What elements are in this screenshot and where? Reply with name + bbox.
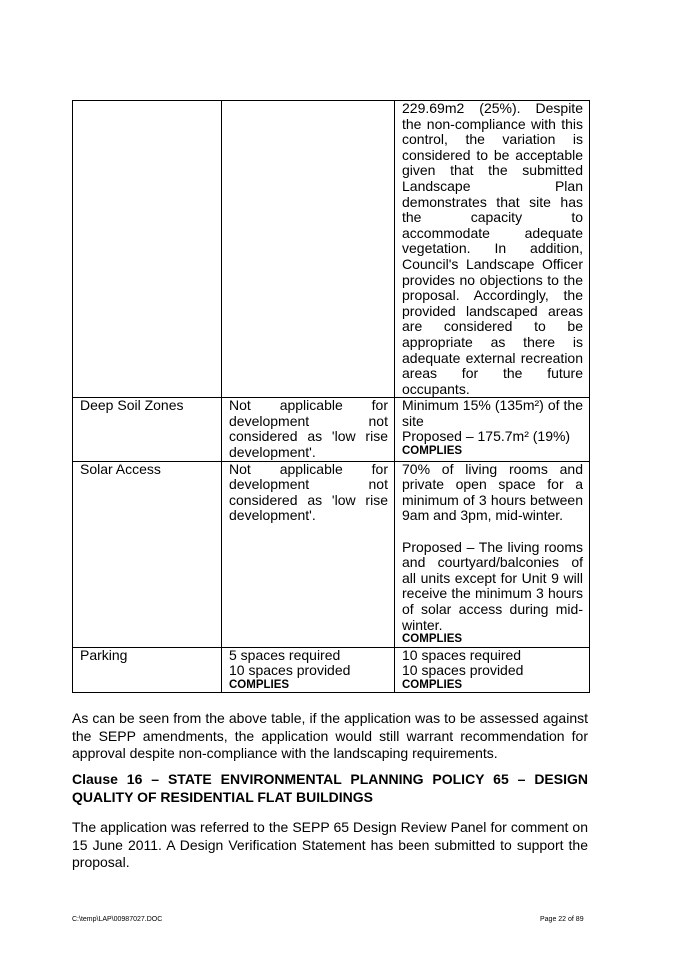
table-row [73,398,590,461]
control-cell [73,101,222,398]
sepp-requirement: Minimum 15% (135m²) of the site [402,397,583,429]
control-cell: Solar Access [73,461,222,647]
sepp-provided: 10 spaces provided [402,662,524,679]
control-cell: Deep Soil Zones [73,398,222,461]
lrd-cell: Not applicable for development not considered as 'low rise development'. [222,398,395,461]
lrd-cell [222,647,395,692]
lrd-provided: 10 spaces provided [229,662,351,679]
complies-label: COMPLIES [402,633,463,646]
compliance-table [72,100,590,693]
complies-label: COMPLIES [402,678,463,691]
complies-label: COMPLIES [229,678,290,691]
sepp-cell [395,101,590,398]
sepp-cell [395,461,590,647]
table-row [73,647,590,692]
control-cell: Parking [73,647,222,692]
complies-label: COMPLIES [402,445,463,458]
body-paragraph: The application was referred to the SEPP 65 Design Review Panel for comment on 15 June 2011. A Design Verification Statement has been submitted to support the proposal. [72,819,588,870]
sepp-required: 10 spaces required [402,646,522,663]
lrd-cell [222,101,395,398]
section-heading: Clause 16 – STATE ENVIRONMENTAL PLANNING POLICY 65 – DESIGN QUALITY OF RESIDENTIAL FLAT BUILDINGS [72,771,588,805]
body-paragraph: As can be seen from the above table, if the application was to be assessed against the SEPP amendments, the application would still warrant recommendation for approval despite non-compliance with the landscaping requirements. [72,710,588,761]
lrd-required: 5 spaces required [229,646,341,663]
sepp-text: 229.69m2 (25%). Despite the non-compliance with this control, the variation is considered to be acceptable given that the submitted Landscape Plan demonstrates that site has the capacity to accommodate adequate vegetation. In addition, Council's Landscape Officer provides no objections to the proposal. Accordingly, the provided landscaped areas are considered to be appropriate as there is adequate external recreation areas for the future occupants. [402,100,583,397]
footer-file-path: C:\temp\LAP\00987027.DOC [72,916,163,923]
sepp-cell [395,647,590,692]
table-row [73,461,590,647]
paragraph-gap [402,524,583,540]
footer-page-number: Page 22 of 89 [540,916,584,923]
table-row [73,101,590,398]
sepp-requirement: 70% of living rooms and private open space for a minimum of 3 hours between 9am and 3pm, mid-winter. [402,460,583,524]
sepp-proposed: Proposed – 175.7m² (19%) [402,428,571,445]
lrd-cell: Not applicable for development not considered as 'low rise development'. [222,461,395,647]
sepp-proposed: Proposed – The living rooms and courtyard/balconies of all units except for Unit 9 will receive the minimum 3 hours of solar access during mid-winter. [402,538,583,633]
sepp-cell [395,398,590,461]
